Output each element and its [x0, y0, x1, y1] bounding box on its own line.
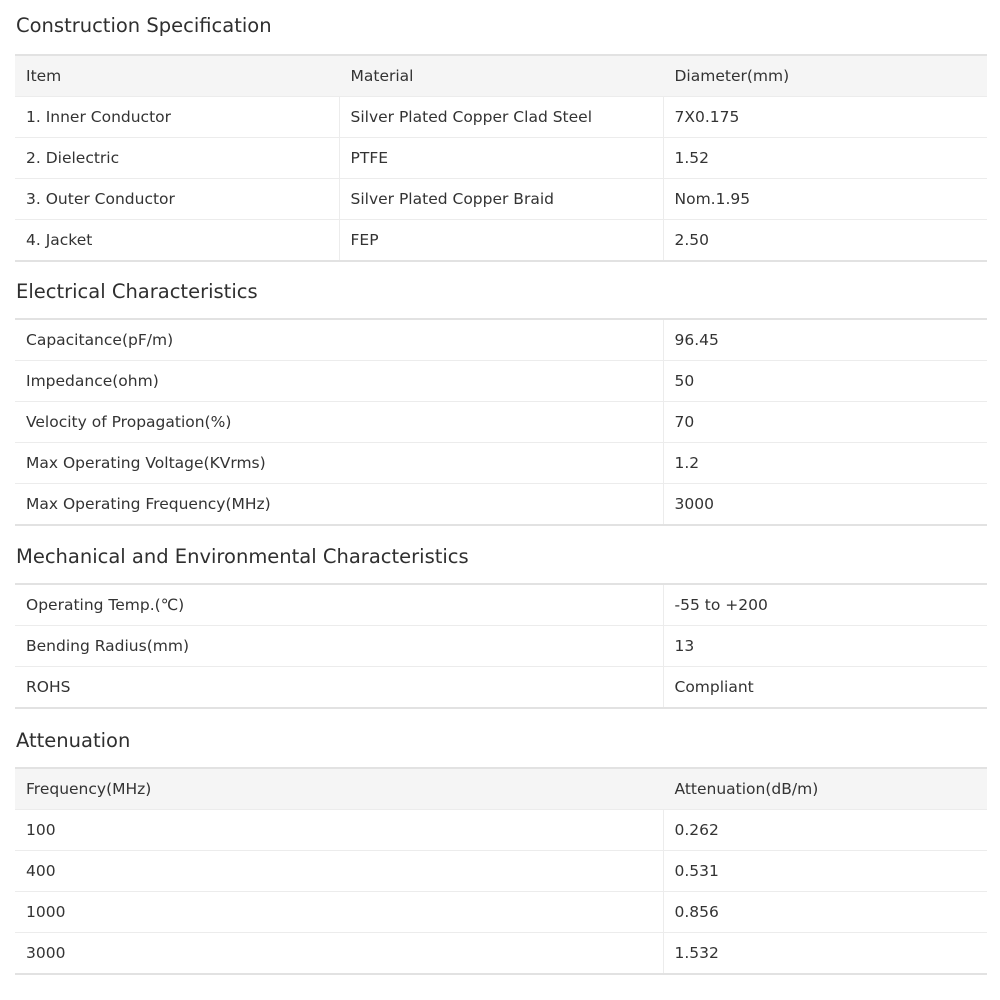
table-row — [15, 892, 987, 933]
table-header-row — [15, 768, 987, 810]
table-row — [15, 584, 987, 626]
table-row — [15, 851, 987, 892]
column-header-material: Material — [339, 55, 663, 97]
property-cell: ROHS — [26, 678, 71, 696]
property-cell: Impedance(ohm) — [15, 361, 663, 402]
mechanical-title: Mechanical and Environmental Characteristics — [16, 545, 469, 568]
table-row — [15, 138, 987, 179]
table-row — [15, 319, 987, 361]
table-row — [15, 810, 987, 851]
value-cell: 50 — [663, 361, 987, 402]
value-cell: Compliant — [663, 667, 987, 709]
mechanical-section — [15, 545, 987, 710]
property-cell: Max Operating Voltage(KVrms) — [15, 443, 663, 484]
electrical-table — [15, 318, 987, 526]
item-cell: 4. Jacket — [26, 231, 93, 249]
table-row — [15, 97, 987, 138]
table-row — [15, 667, 987, 709]
property-cell: Velocity of Propagation(%) — [15, 402, 663, 443]
value-cell: 96.45 — [663, 319, 987, 361]
diameter-cell: 7X0.175 — [663, 97, 987, 138]
construction-section — [15, 14, 987, 260]
table-row — [15, 402, 987, 443]
construction-title: Construction Specification — [16, 14, 272, 37]
attenuation-cell: 0.262 — [663, 810, 987, 851]
material-cell: FEP — [339, 220, 663, 262]
material-cell: Silver Plated Copper Braid — [339, 179, 663, 220]
property-cell: Bending Radius(mm) — [15, 626, 663, 667]
item-cell: 3. Outer Conductor — [15, 179, 339, 220]
table-row — [15, 626, 987, 667]
diameter-cell: Nom.1.95 — [663, 179, 987, 220]
value-cell: 1.2 — [663, 443, 987, 484]
diameter-cell: 2.50 — [663, 220, 987, 262]
attenuation-section — [15, 729, 987, 975]
column-header-attenuation: Attenuation(dB/m) — [663, 768, 987, 810]
table-row — [15, 933, 987, 975]
material-cell: PTFE — [339, 138, 663, 179]
material-cell: Silver Plated Copper Clad Steel — [339, 97, 663, 138]
table-row — [15, 179, 987, 220]
property-cell: Capacitance(pF/m) — [15, 319, 663, 361]
column-header-item: Item — [15, 55, 339, 97]
attenuation-cell: 0.856 — [663, 892, 987, 933]
table-header-row — [15, 55, 987, 97]
construction-table — [15, 54, 987, 262]
value-cell: 13 — [663, 626, 987, 667]
value-cell: 3000 — [663, 484, 987, 526]
mechanical-table — [15, 583, 987, 709]
frequency-cell: 100 — [15, 810, 663, 851]
attenuation-cell: 0.531 — [663, 851, 987, 892]
table-row — [15, 220, 987, 262]
attenuation-cell: 1.532 — [663, 933, 987, 975]
column-header-frequency: Frequency(MHz) — [15, 768, 663, 810]
table-row — [15, 443, 987, 484]
column-header-diameter: Diameter(mm) — [663, 55, 987, 97]
electrical-title: Electrical Characteristics — [16, 280, 258, 303]
attenuation-table — [15, 767, 987, 975]
property-cell: Max Operating Frequency(MHz) — [26, 495, 271, 513]
frequency-cell: 1000 — [15, 892, 663, 933]
property-cell: Operating Temp.(℃) — [15, 584, 663, 626]
diameter-cell: 1.52 — [663, 138, 987, 179]
table-row — [15, 361, 987, 402]
frequency-cell: 3000 — [26, 944, 66, 962]
value-cell: -55 to +200 — [663, 584, 987, 626]
item-cell: 1. Inner Conductor — [15, 97, 339, 138]
item-cell: 2. Dielectric — [15, 138, 339, 179]
frequency-cell: 400 — [15, 851, 663, 892]
electrical-section — [15, 280, 987, 526]
attenuation-title: Attenuation — [16, 729, 131, 752]
table-row — [15, 484, 987, 526]
value-cell: 70 — [663, 402, 987, 443]
